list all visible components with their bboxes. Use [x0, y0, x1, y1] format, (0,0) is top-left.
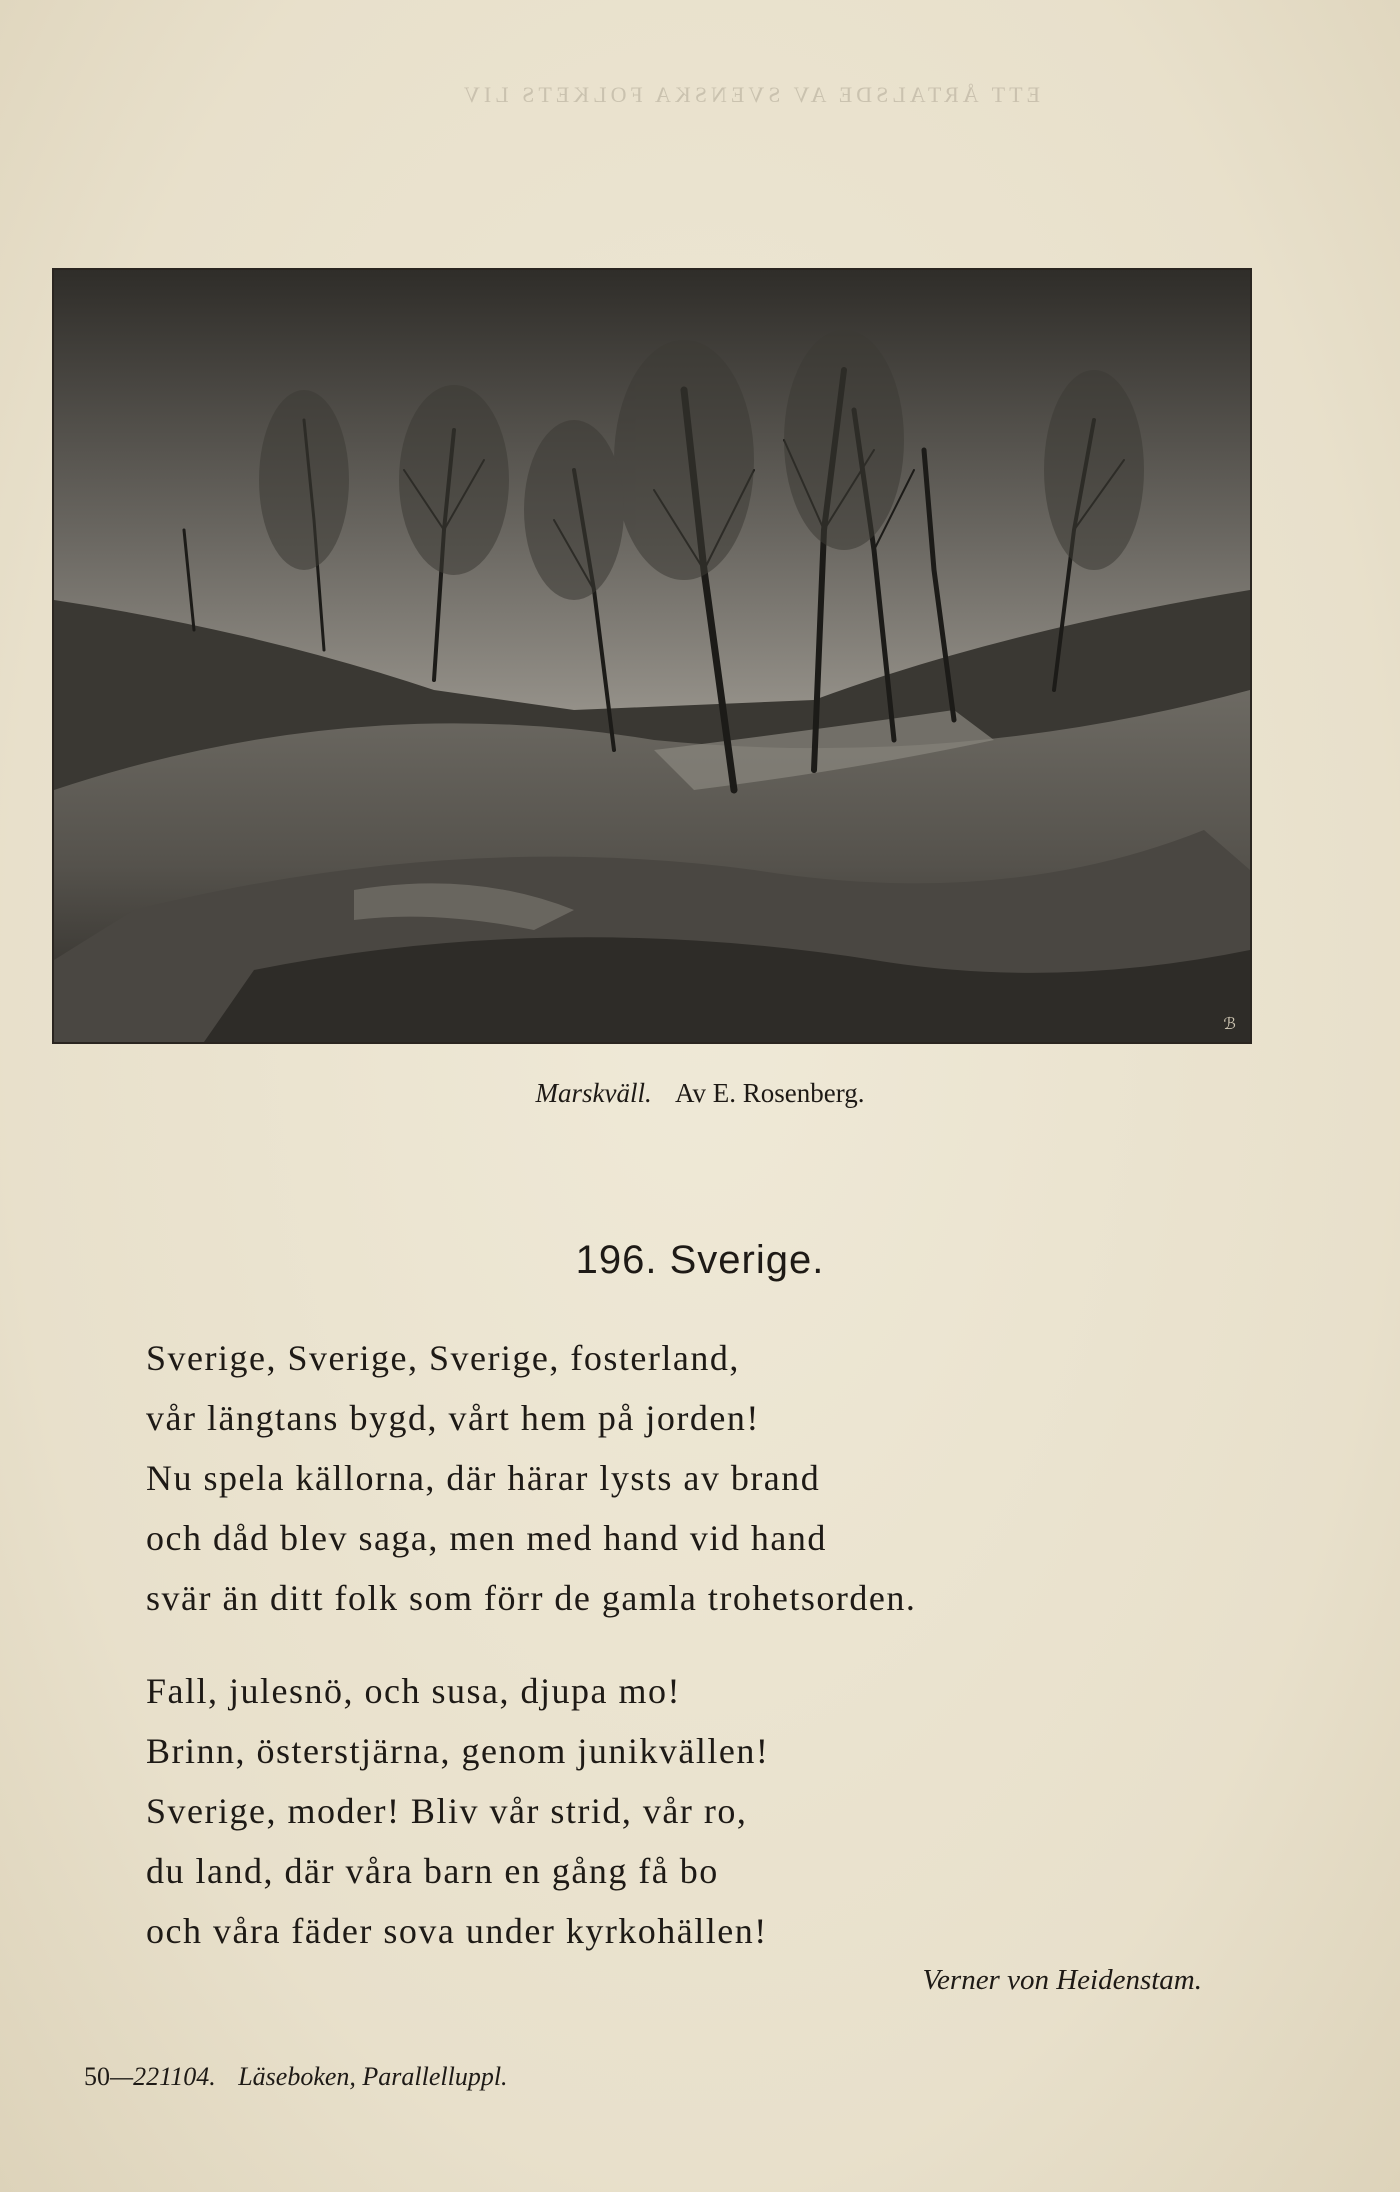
verse-line: Fall, julesnö, och susa, djupa mo!	[146, 1671, 681, 1711]
verse-line: vår längtans bygd, vårt hem på jorden!	[146, 1398, 760, 1438]
poem-author: Verner von Heidenstam.	[922, 1964, 1202, 1996]
bleed-through-header: ETT ÅRTALSDE AV SVENSKA FOLKETS LIV	[460, 82, 1041, 107]
engraver-monogram: ℬ	[1223, 1016, 1236, 1033]
verse-line: Brinn, österstjärna, genom junikvällen!	[146, 1731, 770, 1771]
verse-line: Nu spela källorna, där härar lysts av brand	[146, 1458, 821, 1498]
verse-line: och dåd blev saga, men med hand vid hand	[146, 1518, 827, 1558]
caption-title: Marskväll.	[535, 1078, 652, 1108]
page-footer	[84, 2062, 508, 2092]
verse-line: svär än ditt folk som förr de gamla trohetsorden.	[146, 1578, 917, 1618]
caption-credit: Av E. Rosenberg.	[675, 1078, 865, 1108]
verse-line: Sverige, moder! Bliv vår strid, vår ro,	[146, 1791, 748, 1831]
print-code: —221104.	[110, 2062, 216, 2091]
landscape-illustration	[54, 270, 1250, 1042]
stanza-1	[146, 1328, 1206, 1628]
verse-line: och våra fäder sova under kyrkohällen!	[146, 1911, 768, 1951]
verse-line: Sverige, Sverige, Sverige, fosterland,	[146, 1338, 740, 1378]
page-number: 50	[84, 2062, 110, 2091]
illustration-plate	[52, 268, 1252, 1044]
stanza-2	[146, 1661, 1206, 1961]
verse-line: du land, där våra barn en gång få bo	[146, 1851, 719, 1891]
poem-heading: 196. Sverige.	[575, 1238, 825, 1282]
book-title: Läseboken, Parallelluppl.	[238, 2062, 508, 2091]
illustration-caption	[0, 1078, 1400, 1109]
